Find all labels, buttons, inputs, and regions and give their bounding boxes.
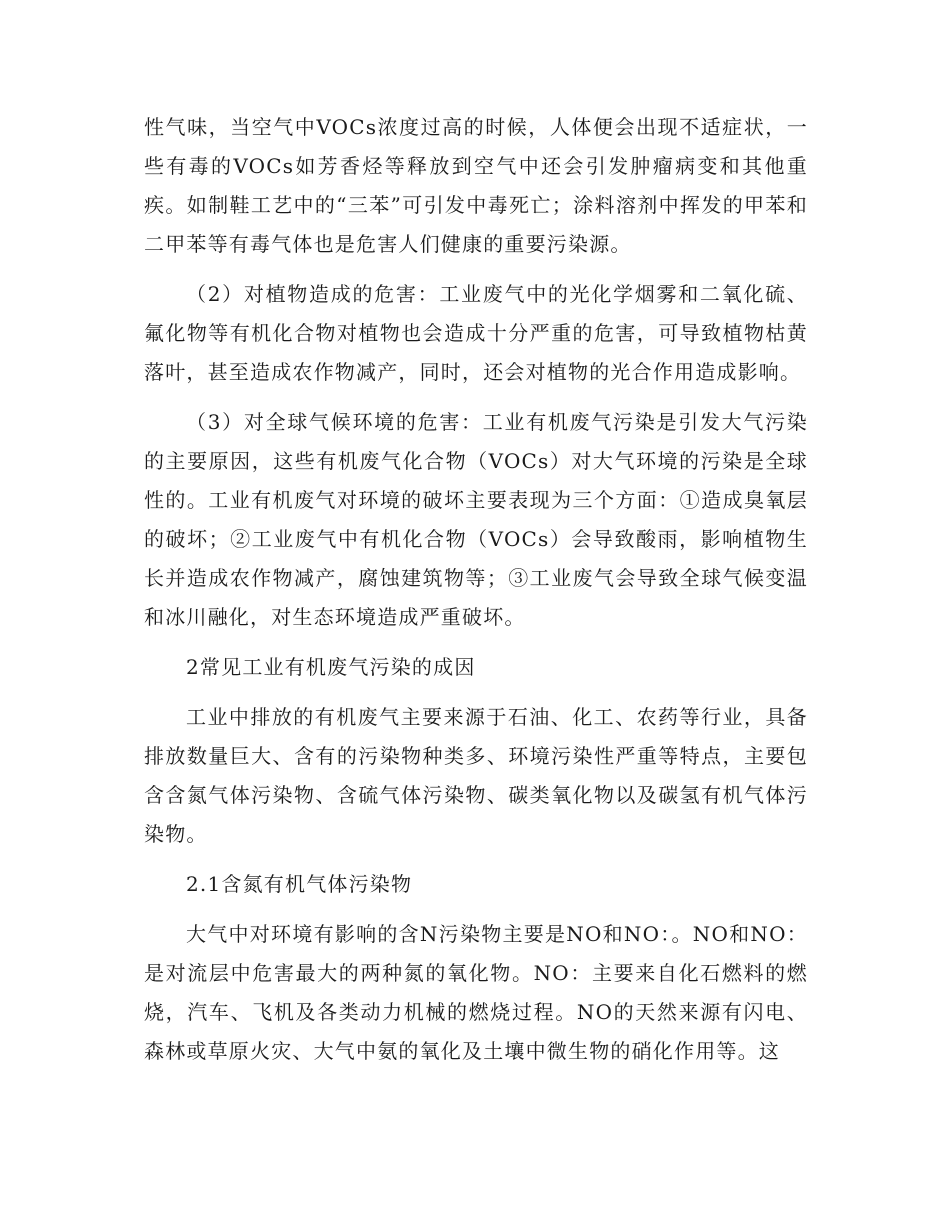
paragraph-health-effects-continued: 性气味，当空气中VOCs浓度过高的时候，人体便会出现不适症状，一些有毒的VOCs如芳香烃等释放到空气中还会引发肿瘤病变和其他重疾。如制鞋工艺中的“三苯”可引发中毒死亡；涂料溶剂中挥发的甲苯和二甲苯等有毒气体也是危害人们健康的重要污染源。 xyxy=(144,115,808,256)
paragraph-nitrogen-pollutants: 大气中对环境有影响的含N污染物主要是NO和NO：。NO和NO：是对流层中危害最大的两种氮的氧化物。NO：主要来自化石燃料的燃烧，汽车、飞机及各类动力机械的燃烧过程。NO的天然来源有闪电、森林或草原火灾、大气中氨的氧化及土壤中微生物的硝化作用等。这 xyxy=(144,922,808,1063)
paragraph-causes-overview: 工业中排放的有机废气主要来源于石油、化工、农药等行业，具备排放数量巨大、含有的污染物种类多、环境污染性严重等特点，主要包含含氮气体污染物、含硫气体污染物、碳类氧化物以及碳氢有机气体污染物。 xyxy=(144,705,808,846)
paragraph-plant-hazards: （2）对植物造成的危害：工业废气中的光化学烟雾和二氧化硫、氟化物等有机化合物对植物也会造成十分严重的危害，可导致植物枯黄落叶，甚至造成农作物减产，同时，还会对植物的光合作用造成影响。 xyxy=(144,282,808,384)
paragraph-climate-hazards: （3）对全球气候环境的危害：工业有机废气污染是引发大气污染的主要原因，这些有机废气化合物（VOCs）对大气环境的污染是全球性的。工业有机废气对环境的破坏主要表现为三个方面：①造成臭氧层的破坏；②工业废气中有机化合物（VOCs）会导致酸雨，影响植物生长并造成农作物减产，腐蚀建筑物等；③工业废气会导致全球气候变温和冰川融化，对生态环境造成严重破坏。 xyxy=(144,410,808,629)
subsection-heading-nitrogen: 2.1含氮有机气体污染物 xyxy=(186,872,413,896)
section-heading-causes: 2常见工业有机废气污染的成因 xyxy=(186,655,476,679)
document-body xyxy=(144,108,808,1071)
